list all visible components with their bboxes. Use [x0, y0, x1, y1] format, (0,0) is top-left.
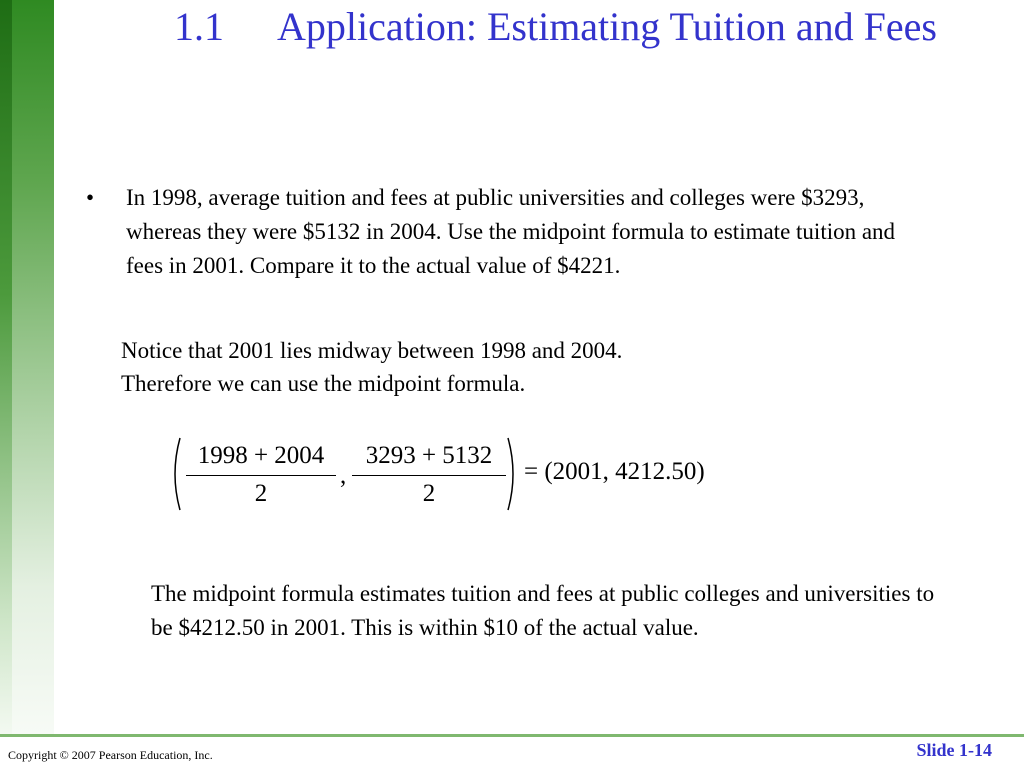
title-number: 1.1	[174, 4, 224, 49]
fraction-costs-denominator: 2	[422, 480, 436, 507]
midpoint-formula	[168, 436, 768, 514]
fraction-years-bar	[186, 475, 336, 476]
fraction-costs-bar	[352, 475, 506, 476]
bullet-icon: •	[86, 185, 95, 210]
right-paren	[506, 436, 520, 512]
fraction-years-denominator: 2	[254, 480, 268, 507]
formula-comma: ,	[340, 462, 347, 489]
notice-line-2: Therefore we can use the midpoint formula.	[121, 371, 526, 396]
slide-number: Slide 1-14	[916, 740, 992, 760]
fraction-costs	[352, 440, 506, 510]
notice-text	[121, 334, 821, 400]
left-gradient-edge	[0, 0, 12, 734]
formula-result: = (2001, 4212.50)	[524, 458, 705, 485]
title-text: Application: Estimating Tuition and Fees	[277, 4, 937, 49]
notice-line-1: Notice that 2001 lies midway between 1998 and 2004.	[121, 338, 623, 363]
fraction-years	[186, 440, 336, 510]
conclusion-text: The midpoint formula estimates tuition and fees at public colleges and universities to be $4212.50 in 2001. This is within $10 of the actual value.	[151, 581, 935, 640]
left-paren	[168, 436, 182, 512]
bullet-text: In 1998, average tuition and fees at public universities and colleges were $3293, whereas they were $5132 in 2004. Use the midpoint formula to estimate tuition and fees in 2001. Compare it to the actual value of $4221.	[126, 185, 896, 278]
footer-copyright: Copyright © 2007 Pearson Education, Inc.	[8, 748, 213, 762]
fraction-years-numerator: 1998 + 2004	[197, 442, 325, 469]
footer-divider	[0, 734, 1024, 737]
fraction-costs-numerator: 3293 + 5132	[365, 442, 493, 469]
